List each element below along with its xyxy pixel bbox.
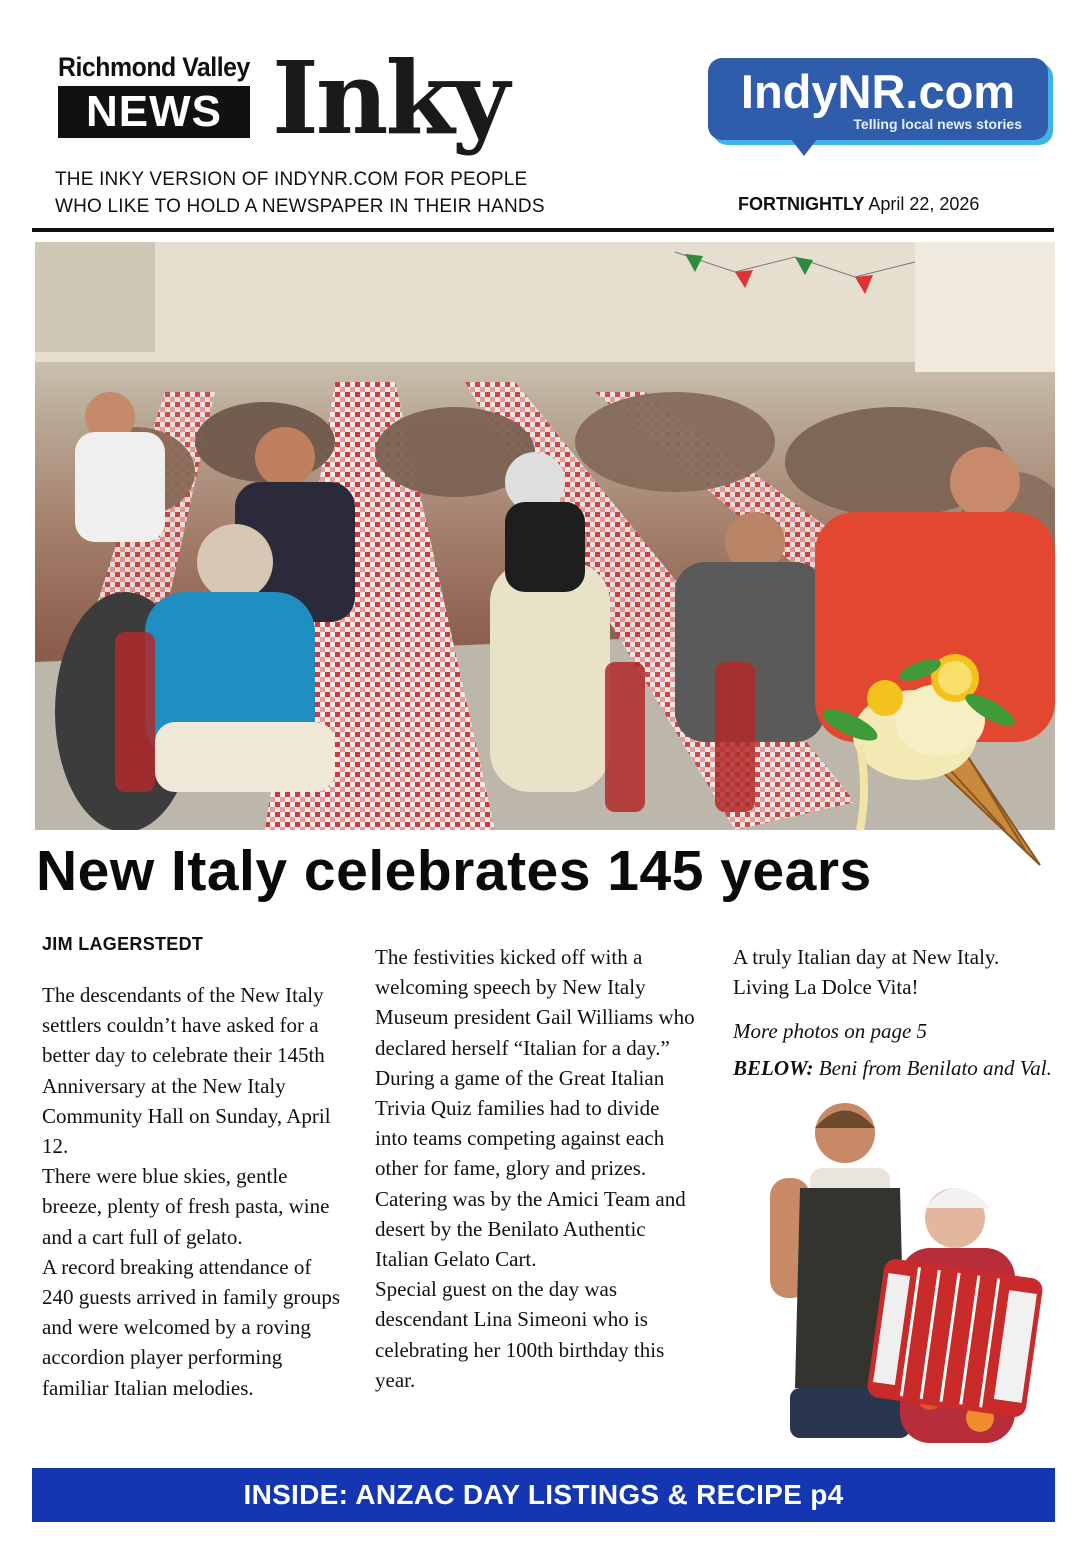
paragraph: The festivities kicked off with a welcoming speech by New Italy Museum president Gail Williams who declared herself “Italian for a day.” xyxy=(375,945,695,1060)
logo-name: IndyNR.com xyxy=(740,65,1016,118)
logo-speech-tail xyxy=(790,138,818,156)
paragraph: Catering was by the Amici Team and desert by the Benilato Authentic Italian Gelato Cart. xyxy=(375,1186,686,1272)
tagline-line-2: WHO LIKE TO HOLD A NEWSPAPER IN THEIR HANDS xyxy=(55,196,545,217)
frequency-label: FORTNIGHTLY xyxy=(738,194,865,214)
paragraph: Special guest on the day was descendant Lina Simeoni who is celebrating her 100th birthday this year. xyxy=(375,1277,665,1392)
paragraph: A truly Italian day at New Italy. Living La Dolce Vita! xyxy=(733,945,1000,1000)
logo-slogan: Telling local news stories xyxy=(853,116,1022,132)
caption-label: BELOW: xyxy=(733,1055,814,1080)
article-column-1 xyxy=(42,980,342,1403)
article-column-2 xyxy=(375,942,695,1395)
paragraph: During a game of the Great Italian Trivia Quiz families had to divide into teams competing against each other for fame, glory and prizes. xyxy=(375,1065,665,1181)
paragraph: There were blue skies, gentle breeze, plenty of fresh pasta, wine and a cart full of gelato. xyxy=(42,1164,330,1249)
masthead-rule xyxy=(32,228,1054,232)
tagline-line-1: THE INKY VERSION OF INDYNR.COM FOR PEOPLE xyxy=(55,169,528,190)
photo-caption xyxy=(733,1053,1053,1083)
article-headline: New Italy celebrates 145 years xyxy=(36,839,872,903)
masthead-tagline xyxy=(55,166,545,220)
issue-date: April 22, 2026 xyxy=(868,194,980,214)
dateline xyxy=(738,194,979,215)
caption-text: Beni from Benilato and Val. xyxy=(818,1055,1052,1080)
masthead-region: Richmond Valley xyxy=(58,52,250,82)
inside-banner[interactable]: INSIDE: ANZAC DAY LISTINGS & RECIPE p4 xyxy=(32,1468,1055,1522)
article-byline: JIM LAGERSTEDT xyxy=(42,934,204,954)
more-photos-note: More photos on page 5 xyxy=(733,1019,928,1044)
article-column-3 xyxy=(733,942,1053,1083)
portrait-beni-and-val xyxy=(740,1098,1060,1443)
paragraph: The descendants of the New Italy settlers couldn’t have asked for a better day to celebrate their 145th Anniversary at the New Italy Community Hall on Sunday, April 12. xyxy=(42,983,331,1159)
indynr-logo xyxy=(708,58,1048,140)
paragraph: A record breaking attendance of 240 guests arrived in family groups and were welcomed by a roving accordion player performing familiar Italian melodies. xyxy=(42,1254,341,1400)
masthead-news-block: NEWS xyxy=(58,86,250,138)
masthead-title: Inky xyxy=(272,39,507,157)
